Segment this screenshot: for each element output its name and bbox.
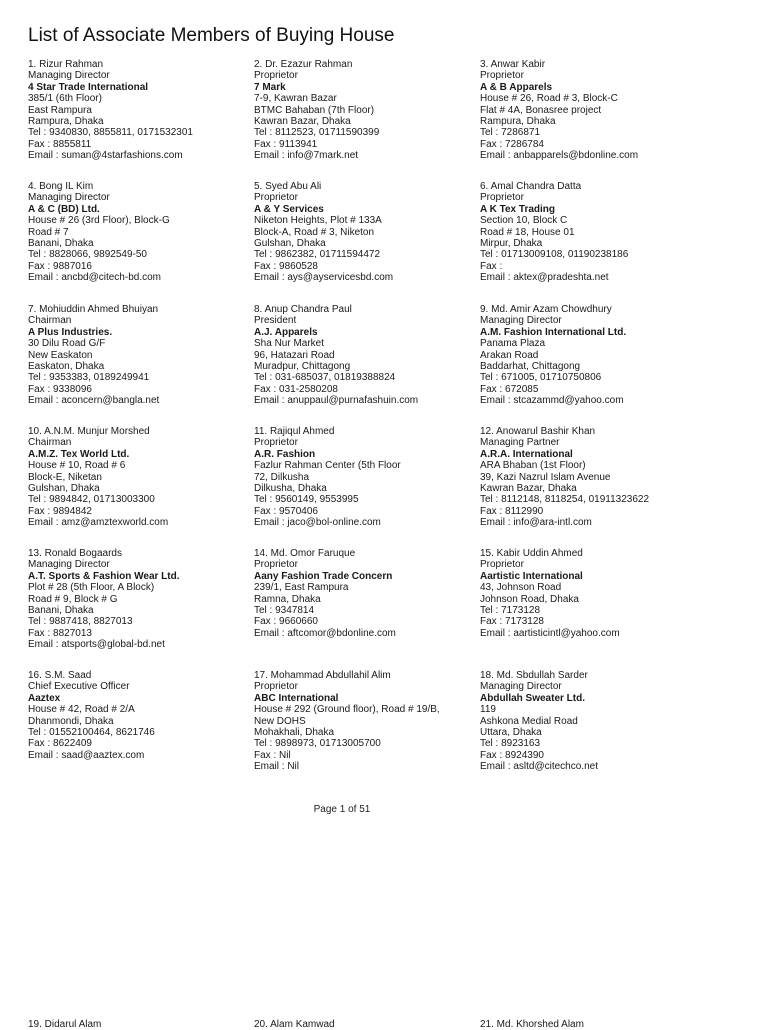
- member-tel: Tel : 7173128: [480, 605, 541, 617]
- member-email: Email : jaco@bol-online.com: [254, 517, 381, 529]
- member-name: 2. Dr. Ezazur Rahman: [254, 59, 353, 70]
- member-entry: [28, 181, 248, 284]
- member-name: 21. Md. Khorshed Alam: [480, 1019, 584, 1030]
- member-name: 11. Rajiqul Ahmed: [254, 426, 335, 437]
- page-title: List of Associate Members of Buying House: [28, 25, 395, 46]
- member-name: 20. Alam Kamwad: [254, 1019, 335, 1030]
- member-address-line: House # 292 (Ground floor), Road # 19/B,: [254, 704, 440, 716]
- member-address-line: BTMC Bahaban (7th Floor): [254, 104, 375, 116]
- member-fax: Fax : 9660660: [254, 616, 318, 628]
- member-address-line: Road # 18, House 01: [480, 226, 575, 238]
- member-address-line: Block-A, Road # 3, Niketon: [254, 226, 375, 238]
- member-company: A.M.Z. Tex World Ltd.: [28, 448, 130, 460]
- member-entry: [480, 59, 700, 162]
- page-number: Page 1 of 51: [313, 804, 371, 815]
- member-address-line: ARA Bhaban (1st Floor): [480, 460, 586, 472]
- member-title: Managing Director: [480, 681, 562, 693]
- member-address-line: New DOHS: [254, 715, 306, 727]
- member-title: Proprietor: [480, 192, 524, 204]
- member-fax: Fax : 9113941: [254, 138, 318, 150]
- member-title: Managing Director: [28, 192, 110, 204]
- member-name: 8. Anup Chandra Paul: [254, 304, 352, 315]
- member-title: Managing Director: [480, 315, 562, 327]
- member-address-line: Baddarhat, Chittagong: [480, 361, 581, 373]
- member-fax: Fax : 9860528: [254, 260, 318, 272]
- member-address-line: Banani, Dhaka: [28, 238, 94, 250]
- member-company: Aany Fashion Trade Concern: [254, 570, 393, 582]
- member-address-line: Fazlur Rahman Center (5th Floor: [254, 460, 401, 472]
- member-address-line: Gulshan, Dhaka: [254, 238, 326, 250]
- member-email: Email : aconcern@bangla.net: [28, 395, 160, 407]
- member-title: President: [254, 315, 297, 327]
- member-address-line: 385/1 (6th Floor): [28, 93, 102, 105]
- member-fax: Fax : 9338096: [28, 383, 92, 395]
- member-address-line: Rampura, Dhaka: [28, 116, 104, 128]
- member-company: A.J. Apparels: [254, 326, 318, 338]
- member-fax: Fax : 8827013: [28, 627, 92, 639]
- member-email: Email : ancbd@citech-bd.com: [28, 272, 161, 284]
- member-tel: Tel : 01713009108, 01190238186: [480, 249, 629, 261]
- member-address-line: Section 10, Block C: [480, 215, 568, 227]
- member-tel: Tel : 7286871: [480, 127, 541, 139]
- member-tel: Tel : 9353383, 0189249941: [28, 372, 150, 384]
- member-address-line: Mohakhali, Dhaka: [254, 727, 335, 739]
- member-email: Email : info@ara-intl.com: [480, 517, 592, 529]
- member-tel: Tel : 9862382, 01711594472: [254, 249, 381, 261]
- member-company: Abdullah Sweater Ltd.: [480, 692, 586, 704]
- member-address-line: Mirpur, Dhaka: [480, 238, 543, 250]
- member-company: Aaztex: [28, 692, 61, 704]
- member-title: Proprietor: [254, 192, 298, 204]
- member-address-line: Panama Plaza: [480, 338, 546, 350]
- member-name: 1. Rizur Rahman: [28, 59, 104, 70]
- member-tel: Tel : 9560149, 9553995: [254, 494, 359, 506]
- member-address-line: Banani, Dhaka: [28, 605, 94, 617]
- member-address-line: Muradpur, Chittagong: [254, 361, 351, 373]
- member-email: Email : atsports@global-bd.net: [28, 639, 165, 651]
- member-company: A Plus Industries.: [28, 326, 113, 338]
- member-email: Email : info@7mark.net: [254, 150, 359, 162]
- member-title: Managing Director: [28, 70, 110, 82]
- member-tel: Tel : 01552100464, 8621746: [28, 727, 155, 739]
- member-fax: Fax : 8622409: [28, 738, 92, 750]
- member-tel: Tel : 8828066, 9892549-50: [28, 249, 147, 261]
- member-tel: Tel : 031-685037, 01819388824: [254, 372, 396, 384]
- member-title: Proprietor: [254, 681, 298, 693]
- member-fax: Fax : 672085: [480, 383, 539, 395]
- member-address-line: House # 26, Road # 3, Block-C: [480, 93, 618, 105]
- member-email: Email : saad@aaztex.com: [28, 749, 145, 761]
- member-company: A K Tex Trading: [480, 203, 556, 215]
- member-entry: [254, 548, 474, 639]
- member-email: Email : aktex@pradeshta.net: [480, 272, 609, 284]
- member-title: Chairman: [28, 315, 72, 327]
- member-address-line: 30 Dilu Road G/F: [28, 338, 106, 350]
- member-fax: Fax : 9887016: [28, 260, 92, 272]
- member-entry: [28, 59, 248, 162]
- member-company: 4 Star Trade International: [28, 81, 149, 93]
- member-name: 13. Ronald Bogaards: [28, 548, 122, 559]
- member-address-line: Dilkusha, Dhaka: [254, 483, 327, 495]
- member-address-line: Easkaton, Dhaka: [28, 361, 105, 373]
- member-address-line: 7-9, Kawran Bazar: [254, 93, 337, 105]
- member-address-line: Block-E, Niketan: [28, 471, 102, 483]
- member-address-line: Arakan Road: [480, 349, 539, 361]
- member-fax: Fax : 7286784: [480, 138, 544, 150]
- member-email: Email : aftcomor@bdonline.com: [254, 627, 396, 639]
- member-name: 14. Md. Omor Faruque: [254, 548, 356, 559]
- member-tel: Tel : 9347814: [254, 605, 315, 617]
- member-entry: [480, 304, 700, 407]
- member-address-line: Ashkona Medial Road: [480, 715, 578, 727]
- member-address-line: Plot # 28 (5th Floor, A Block): [28, 582, 155, 594]
- member-address-line: Road # 7: [28, 226, 69, 238]
- member-tel: Tel : 9340830, 8855811, 0171532301: [28, 127, 193, 139]
- member-company: A & C (BD) Ltd.: [28, 203, 100, 215]
- member-entry: [28, 426, 248, 529]
- member-entry: [28, 304, 248, 407]
- member-tel: Tel : 9887418, 8827013: [28, 616, 133, 628]
- member-address-line: Road # 9, Block # G: [28, 593, 118, 605]
- member-address-line: Sha Nur Market: [254, 338, 325, 350]
- member-name: 16. S.M. Saad: [28, 670, 92, 681]
- member-name: 17. Mohammad Abdullahil Alim: [254, 670, 391, 681]
- member-title: Proprietor: [480, 70, 524, 82]
- member-name: 9. Md. Amir Azam Chowdhury: [480, 304, 612, 315]
- member-name: 7. Mohiuddin Ahmed Bhuiyan: [28, 304, 159, 315]
- member-address-line: Ramna, Dhaka: [254, 593, 321, 605]
- member-entry: [28, 670, 248, 761]
- member-title: Chairman: [28, 437, 72, 449]
- member-entry: [254, 181, 474, 284]
- member-fax: Fax : 9570406: [254, 505, 318, 517]
- member-tel: Tel : 9894842, 01713003300: [28, 494, 155, 506]
- member-name: 15. Kabir Uddin Ahmed: [480, 548, 583, 559]
- member-title: Proprietor: [254, 70, 298, 82]
- member-entry: [254, 304, 474, 407]
- member-email: Email : stcazammd@yahoo.com: [480, 395, 624, 407]
- member-tel: Tel : 8112523, 01711590399: [254, 127, 380, 139]
- member-entry: [254, 426, 474, 529]
- member-tel: Tel : 671005, 01710750806: [480, 372, 602, 384]
- member-entry: [480, 548, 700, 639]
- member-company: Aartistic International: [480, 570, 583, 582]
- member-name: 18. Md. Sbdullah Sarder: [480, 670, 588, 681]
- member-address-line: Dhanmondi, Dhaka: [28, 715, 114, 727]
- member-address-line: House # 10, Road # 6: [28, 460, 126, 472]
- member-title: Proprietor: [254, 559, 298, 571]
- member-title: Proprietor: [254, 437, 298, 449]
- member-email: Email : asltd@citechco.net: [480, 761, 598, 773]
- member-name: 12. Anowarul Bashir Khan: [480, 426, 596, 437]
- member-name: 3. Anwar Kabir: [480, 59, 546, 70]
- member-address-line: 39, Kazi Nazrul Islam Avenue: [480, 471, 611, 483]
- member-name: 6. Amal Chandra Datta: [480, 181, 582, 192]
- member-fax: Fax : 8112990: [480, 505, 544, 517]
- member-address-line: Johnson Road, Dhaka: [480, 593, 579, 605]
- member-email: Email : suman@4starfashions.com: [28, 150, 183, 162]
- member-tel: Tel : 8923163: [480, 738, 541, 750]
- member-entry: [480, 181, 700, 284]
- member-title: Proprietor: [480, 559, 524, 571]
- member-address-line: 239/1, East Rampura: [254, 582, 349, 594]
- member-address-line: Flat # 4A, Bonasree project: [480, 104, 602, 116]
- member-address-line: Niketon Heights, Plot # 133A: [254, 215, 382, 227]
- member-fax: Fax : 8924390: [480, 749, 544, 761]
- member-entry: [480, 426, 700, 529]
- member-tel: Tel : 8112148, 8118254, 01911323622: [480, 494, 650, 506]
- member-name: 10. A.N.M. Munjur Morshed: [28, 426, 150, 437]
- member-address-line: Rampura, Dhaka: [480, 116, 556, 128]
- member-title: Managing Director: [28, 559, 110, 571]
- member-company: 7 Mark: [254, 81, 286, 93]
- member-company: ABC International: [254, 692, 339, 704]
- member-title: Chief Executive Officer: [28, 681, 130, 693]
- member-address-line: East Rampura: [28, 104, 92, 116]
- member-company: A & B Apparels: [480, 81, 553, 93]
- member-fax: Fax :: [480, 260, 503, 272]
- member-address-line: 43, Johnson Road: [480, 582, 562, 594]
- member-company: A & Y Services: [254, 203, 324, 215]
- member-address-line: 72, Dilkusha: [254, 471, 310, 483]
- member-address-line: New Easkaton: [28, 349, 93, 361]
- member-email: Email : ays@ayservicesbd.com: [254, 272, 394, 284]
- member-entry: [254, 670, 474, 773]
- member-company: A.R.A. International: [480, 448, 573, 460]
- member-email: Email : amz@amztexworld.com: [28, 517, 169, 529]
- member-fax: Fax : 7173128: [480, 616, 544, 628]
- member-company: A.M. Fashion International Ltd.: [480, 326, 627, 338]
- member-title: Managing Partner: [480, 437, 560, 449]
- member-fax: Fax : 031-2580208: [254, 383, 338, 395]
- member-address-line: Uttara, Dhaka: [480, 727, 542, 739]
- member-email: Email : Nil: [254, 761, 300, 773]
- member-email: Email : aartisticintl@yahoo.com: [480, 627, 620, 639]
- member-name: 5. Syed Abu Ali: [254, 181, 322, 192]
- member-company: A.T. Sports & Fashion Wear Ltd.: [28, 570, 180, 582]
- member-tel: Tel : 9898973, 01713005700: [254, 738, 381, 750]
- member-fax: Fax : Nil: [254, 749, 291, 761]
- member-address-line: House # 42, Road # 2/A: [28, 704, 135, 716]
- member-address-line: Kawran Bazar, Dhaka: [254, 116, 351, 128]
- member-company: A.R. Fashion: [254, 448, 316, 460]
- member-address-line: 96, Hatazari Road: [254, 349, 335, 361]
- member-entry: [480, 670, 700, 773]
- member-address-line: House # 26 (3rd Floor), Block-G: [28, 215, 170, 227]
- member-fax: Fax : 9894842: [28, 505, 92, 517]
- member-fax: Fax : 8855811: [28, 138, 92, 150]
- member-entry: [28, 548, 248, 651]
- member-address-line: 119: [480, 704, 496, 716]
- member-address-line: Gulshan, Dhaka: [28, 483, 100, 495]
- member-entry: [254, 59, 474, 162]
- member-email: Email : anuppaul@purnafashuin.com: [254, 395, 419, 407]
- member-address-line: Kawran Bazar, Dhaka: [480, 483, 577, 495]
- member-name: 4. Bong IL Kim: [28, 181, 94, 192]
- member-name: 19. Didarul Alam: [28, 1019, 102, 1030]
- member-email: Email : anbapparels@bdonline.com: [480, 150, 639, 162]
